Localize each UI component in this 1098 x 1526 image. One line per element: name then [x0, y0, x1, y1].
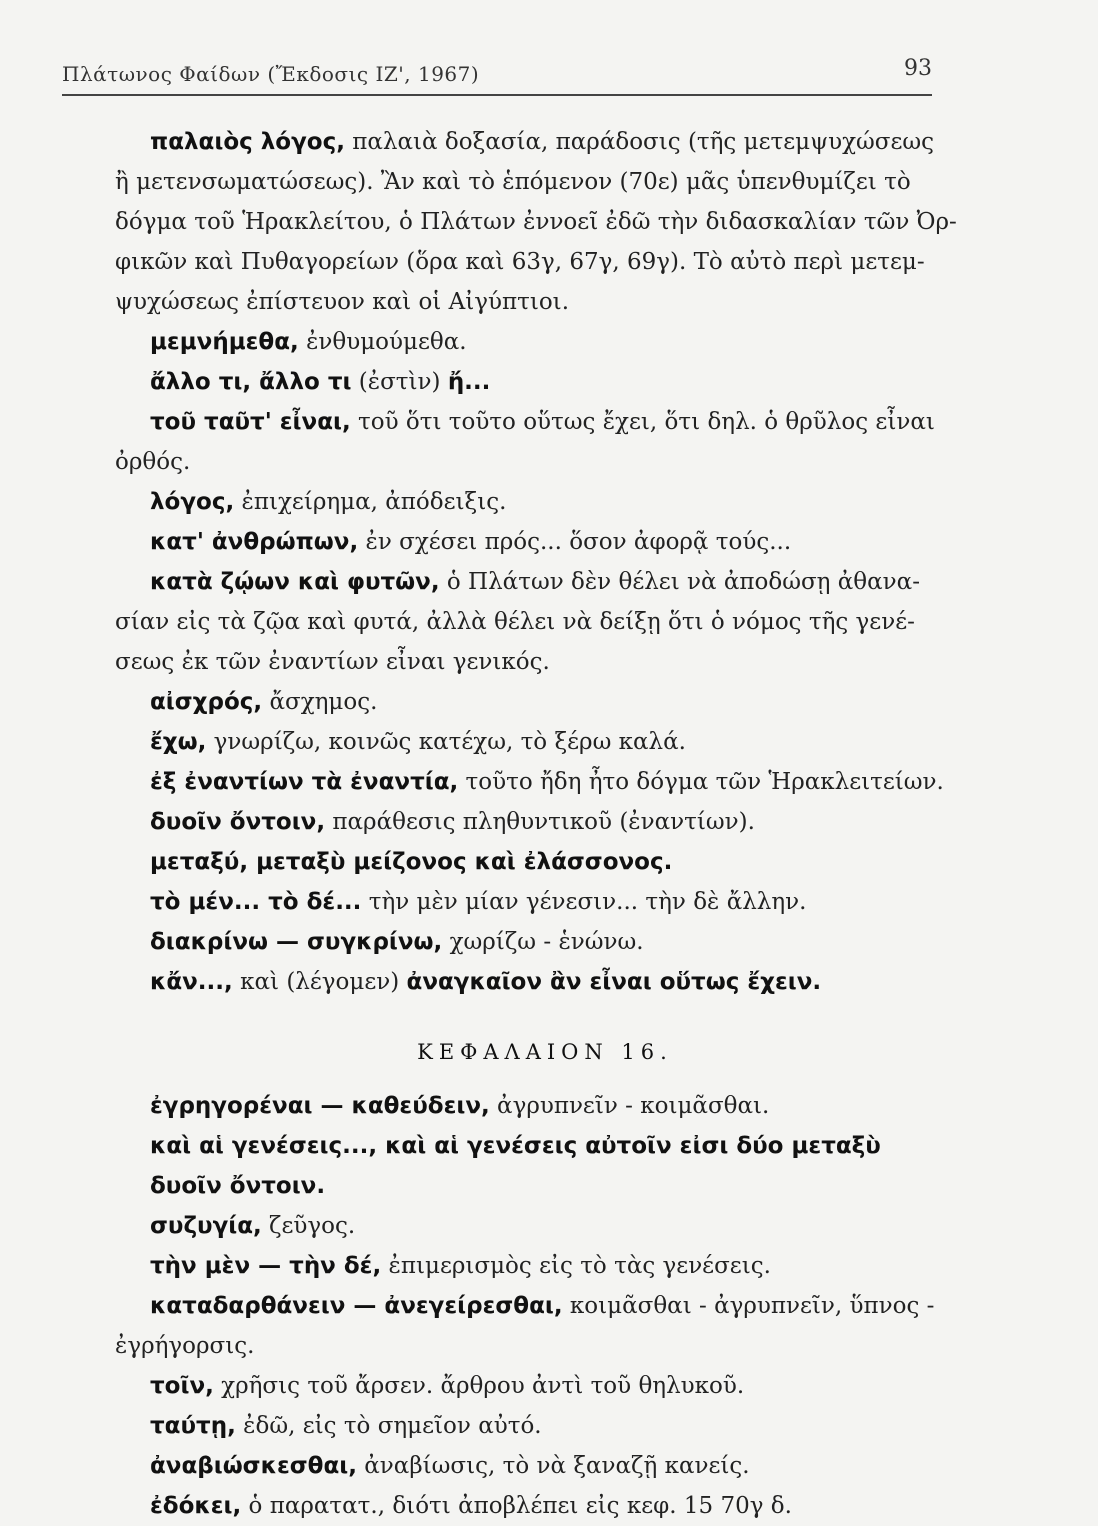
entry-headword: τὸ μέν... τὸ δέ... [150, 889, 362, 915]
entry-headword: καταδαρθάνειν — ἀνεγείρεσθαι, [150, 1293, 563, 1319]
commentary-body [115, 122, 957, 1526]
entry-headword: ἐγρηγορέναι — καθεύδειν, [150, 1093, 490, 1119]
entry-continuation-line [115, 642, 940, 682]
continuation-text: δόγμα τοῦ Ἡρακλείτου, ὁ Πλάτων ἐννοεῖ ἐδῶ τὴν διδασκαλίαν τῶν Ὀρ- [115, 209, 957, 235]
glossary-entry [150, 922, 940, 962]
entry-headword: δυοῖν ὄντοιν. [150, 1173, 326, 1199]
entry-headword: τοῦ ταῦτ' εἶναι, [150, 409, 351, 435]
entry-headword: δυοῖν ὄντοιν, [150, 809, 326, 835]
entry-headword: κἄν..., [150, 969, 233, 995]
entry-continuation-line [115, 602, 940, 642]
continuation-text: ψυχώσεως ἐπίστευον καὶ οἱ Αἰγύπτιοι. [115, 289, 570, 315]
entry-headword: λόγος, [150, 489, 235, 515]
entry-headword: ἀναγκαῖον ἂν εἶναι οὕτως ἔχειν. [406, 969, 822, 995]
glossary-entry [150, 1206, 940, 1246]
glossary-entry [150, 722, 940, 762]
entry-headword: αἰσχρός, [150, 689, 263, 715]
entry-headword: ἀναβιώσκεσθαι, [150, 1453, 357, 1479]
glossary-entry [150, 1366, 940, 1406]
entry-gloss: παράθεσις πληθυντικοῦ (ἐναντίων). [325, 809, 755, 835]
glossary-entry [150, 1246, 940, 1286]
commentary-section-2 [115, 1086, 940, 1526]
entry-gloss: τοῦτο ἤδη ἦτο δόγμα τῶν Ἡρακλειτείων. [458, 769, 944, 795]
entry-gloss: ἐπιχείρημα, ἀπόδειξις. [234, 489, 507, 515]
entry-headword: κατὰ ζῴων καὶ φυτῶν, [150, 569, 440, 595]
entry-gloss: παλαιὰ δοξασία, παράδοσις (τῆς μετεμψυχώσεως [344, 129, 935, 155]
running-header [62, 56, 932, 96]
glossary-entry [150, 962, 940, 1002]
entry-headword: παλαιὸς λόγος, [150, 129, 345, 155]
entry-gloss: ὁ Πλάτων δὲν θέλει νὰ ἀποδώσῃ ἀθανα- [439, 569, 920, 595]
header-title: Πλάτωνος Φαίδων (Ἔκδοσις ΙΖ', 1967) [62, 62, 480, 86]
entry-gloss: τὴν μὲν μίαν γένεσιν... τὴν δὲ ἄλλην. [361, 889, 807, 915]
glossary-entry [150, 1126, 940, 1166]
entry-gloss: ζεῦγος. [261, 1213, 356, 1239]
entry-gloss: τοῦ ὅτι τοῦτο οὕτως ἔχει, ὅτι δηλ. ὁ θρῦλος εἶναι [350, 409, 935, 435]
entry-gloss: ἄσχημος. [262, 689, 378, 715]
entry-gloss: κοιμᾶσθαι - ἀγρυπνεῖν, ὕπνος - [562, 1293, 935, 1319]
entry-headword: ἤ... [447, 369, 491, 395]
glossary-entry [150, 1286, 940, 1326]
entry-gloss: χρῆσις τοῦ ἄρσεν. ἄρθρου ἀντὶ τοῦ θηλυκοῦ. [213, 1373, 745, 1399]
glossary-entry [150, 842, 940, 882]
continuation-text: φικῶν καὶ Πυθαγορείων (ὅρα καὶ 63γ, 67γ, 69γ). Τὸ αὐτὸ περὶ μετεμ- [115, 249, 925, 275]
entry-continuation-line [115, 202, 957, 242]
glossary-entry [150, 402, 940, 442]
entry-headword: τοῖν, [150, 1373, 214, 1399]
glossary-entry [150, 1086, 940, 1126]
entry-headword: μεταξύ, μεταξὺ μείζονος καὶ ἐλάσσονος. [150, 849, 673, 875]
glossary-entry [150, 1406, 940, 1446]
continuation-text: σίαν εἰς τὰ ζῷα καὶ φυτά, ἀλλὰ θέλει νὰ δείξῃ ὅτι ὁ νόμος τῆς γενέ- [115, 609, 915, 635]
entry-gloss: ἐπιμερισμὸς εἰς τὸ τὰς γενέσεις. [381, 1253, 771, 1279]
entry-continuation-line [115, 442, 940, 482]
chapter-heading: ΚΕΦΑΛΑΙΟΝ 16. [417, 1040, 673, 1064]
entry-gloss: (ἐστὶν) [351, 369, 448, 395]
commentary-section-1 [115, 122, 957, 1002]
entry-headword: τὴν μὲν — τὴν δέ, [150, 1253, 382, 1279]
entry-headword: μεμνήμεθα, [150, 329, 299, 355]
glossary-entry [150, 322, 940, 362]
entry-gloss: ἀναβίωσις, τὸ νὰ ξαναζῇ κανείς. [356, 1453, 750, 1479]
glossary-entry [150, 1446, 940, 1486]
entry-continuation-line [115, 282, 940, 322]
entry-headword: ἐδόκει, [150, 1493, 242, 1519]
entry-gloss: καὶ (λέγομεν) [232, 969, 407, 995]
entry-gloss: χωρίζω - ἑνώνω. [442, 929, 644, 955]
glossary-entry [150, 1486, 940, 1526]
glossary-entry [150, 682, 940, 722]
continuation-text: σεως ἐκ τῶν ἐναντίων εἶναι γενικός. [115, 649, 550, 675]
glossary-entry [150, 362, 940, 402]
entry-headword: ἐξ ἐναντίων τὰ ἐναντία, [150, 769, 459, 795]
entry-headword: συζυγία, [150, 1213, 262, 1239]
glossary-entry [150, 802, 940, 842]
entry-continuation-line [115, 1326, 940, 1366]
entry-gloss: γνωρίζω, κοινῶς κατέχω, τὸ ξέρω καλά. [206, 729, 686, 755]
continuation-text: ἢ μετενσωματώσεως). Ἂν καὶ τὸ ἑπόμενον (70ε) μᾶς ὑπενθυμίζει τὸ [115, 169, 911, 195]
glossary-entry [150, 482, 940, 522]
page-number: 93 [904, 56, 932, 81]
glossary-entry [150, 122, 940, 162]
entry-gloss: ἀγρυπνεῖν - κοιμᾶσθαι. [489, 1093, 770, 1119]
glossary-entry [150, 562, 940, 602]
glossary-entry [150, 1166, 940, 1206]
glossary-entry [150, 882, 940, 922]
entry-headword: κατ' ἀνθρώπων, [150, 529, 359, 555]
continuation-text: ὀρθός. [115, 449, 191, 475]
continuation-text: ἐγρήγορσις. [115, 1333, 255, 1359]
entry-gloss: ἐδῶ, εἰς τὸ σημεῖον αὐτό. [235, 1413, 542, 1439]
entry-headword: καὶ αἱ γενέσεις..., καὶ αἱ γενέσεις αὐτοῖν εἰσι δύο μεταξὺ [150, 1133, 881, 1159]
glossary-entry [150, 522, 940, 562]
entry-headword: ταύτῃ, [150, 1413, 236, 1439]
glossary-entry [150, 762, 944, 802]
entry-gloss: ἐν σχέσει πρός... ὅσον ἀφορᾷ τούς... [358, 529, 792, 555]
entry-continuation-line [115, 162, 940, 202]
entry-gloss: ἐνθυμούμεθα. [298, 329, 467, 355]
entry-headword: διακρίνω — συγκρίνω, [150, 929, 443, 955]
entry-headword: ἄλλο τι, ἄλλο τι [150, 369, 352, 395]
entry-continuation-line [115, 242, 940, 282]
entry-gloss: ὁ παρατατ., διότι ἀποβλέπει εἰς κεφ. 15 70γ δ. [241, 1493, 792, 1519]
entry-headword: ἔχω, [150, 729, 207, 755]
